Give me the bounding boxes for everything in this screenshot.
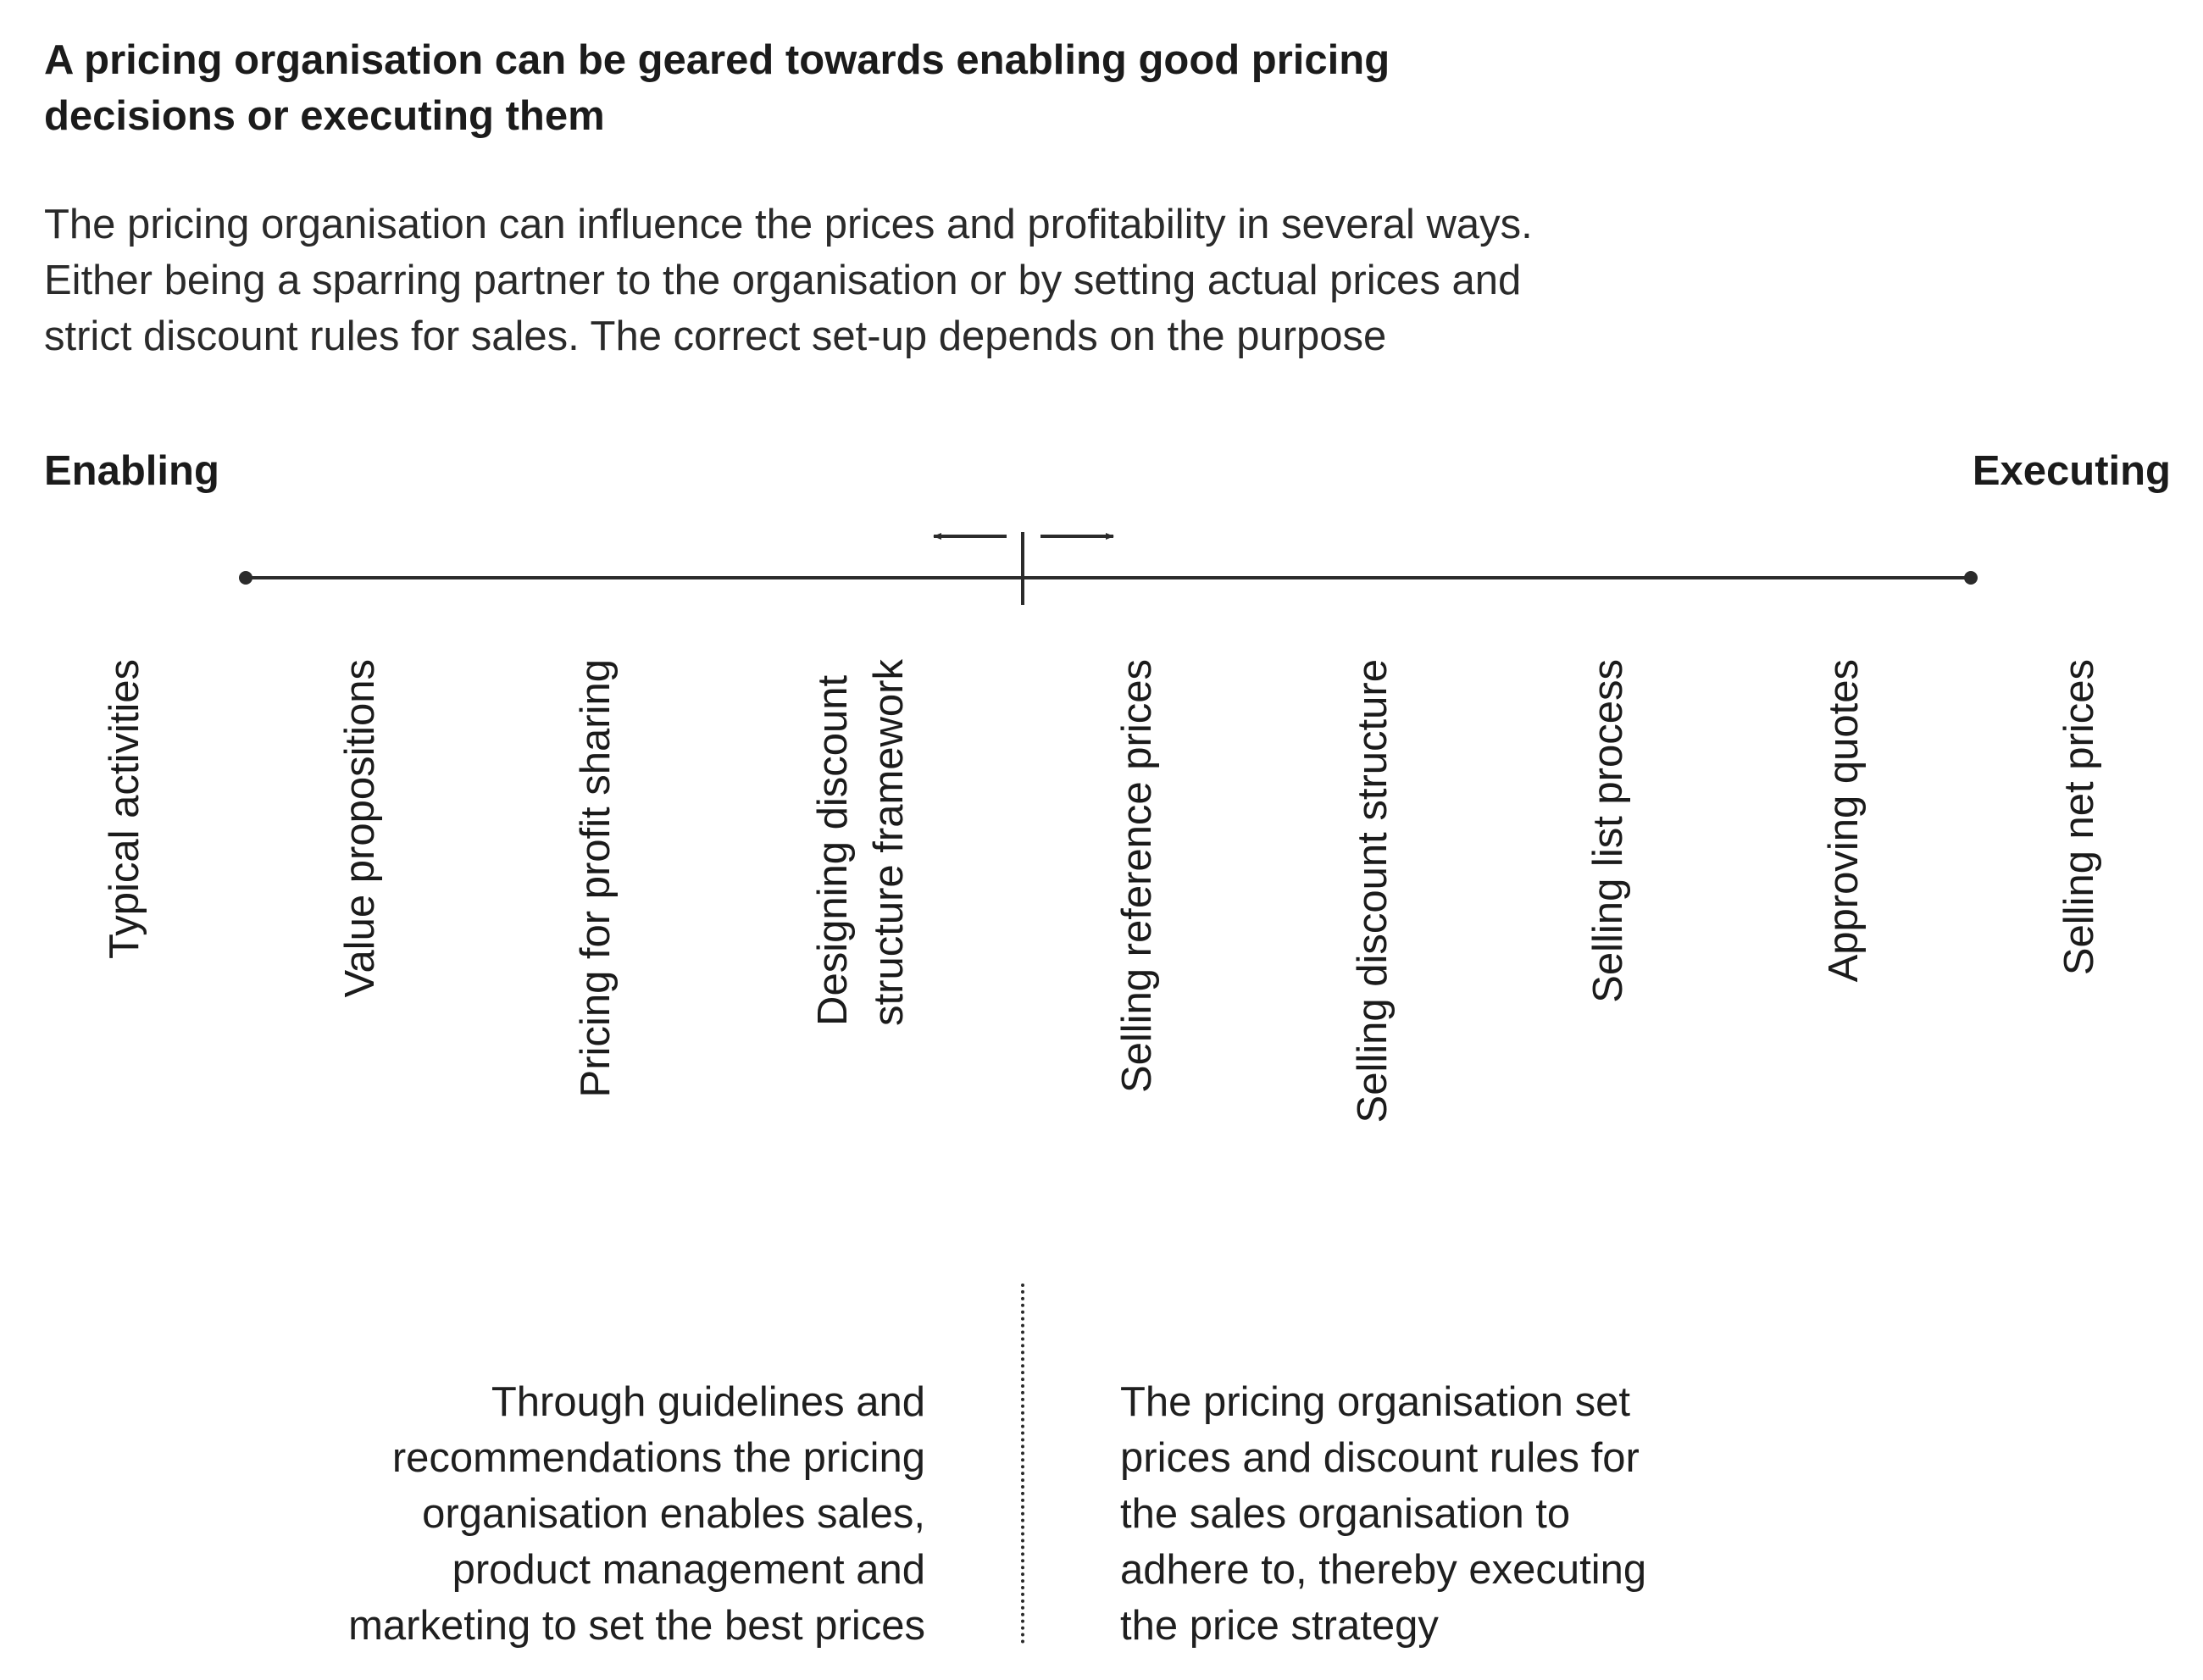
intro-paragraph <box>44 197 1739 364</box>
intro-line-2: Either being a sparring partner to the organisation or by setting actual prices and <box>44 258 1522 303</box>
page-title <box>44 32 1484 144</box>
axis-start-dot <box>239 571 252 585</box>
enabling-description: Through guidelines and recommendations the pricing organisation enables sales, product management and marketing to set the best prices <box>348 1379 925 1649</box>
activity-value-propositions: Value propositions <box>337 659 383 998</box>
activity-designing-discount-structure-framework: Designing discount structure framework <box>810 659 912 1026</box>
intro-line-3: strict discount rules for sales. The correct set-up depends on the purpose <box>44 313 1387 359</box>
activity-selling-discount-structure: Selling discount structure <box>1350 659 1396 1123</box>
activity-selling-net-prices: Selling net prices <box>2056 659 2102 976</box>
activity-approving-quotes: Approving quotes <box>1821 659 1867 983</box>
enabling-executing-axis <box>0 508 2203 627</box>
activity-selling-reference-prices: Selling reference prices <box>1114 659 1160 1094</box>
center-divider <box>1021 1284 1024 1644</box>
activity-selling-list-process: Selling list process <box>1585 659 1631 1003</box>
executing-description: The pricing organisation set prices and discount rules for the sales organisation to adhere to, thereby executing the price strategy <box>1120 1379 1647 1649</box>
typical-activities-label: Typical activities <box>102 659 147 960</box>
axis-end-dot <box>1964 571 1978 585</box>
executing-label: Executing <box>1972 448 2171 494</box>
title-line-2: decisions or executing them <box>44 93 605 139</box>
enabling-label: Enabling <box>44 448 219 494</box>
title-line-1: A pricing organisation can be geared towards enabling good pricing <box>44 37 1390 83</box>
activity-pricing-for-profit-sharing: Pricing for profit sharing <box>573 659 619 1098</box>
intro-line-1: The pricing organisation can influence the prices and profitability in several ways. <box>44 202 1533 247</box>
